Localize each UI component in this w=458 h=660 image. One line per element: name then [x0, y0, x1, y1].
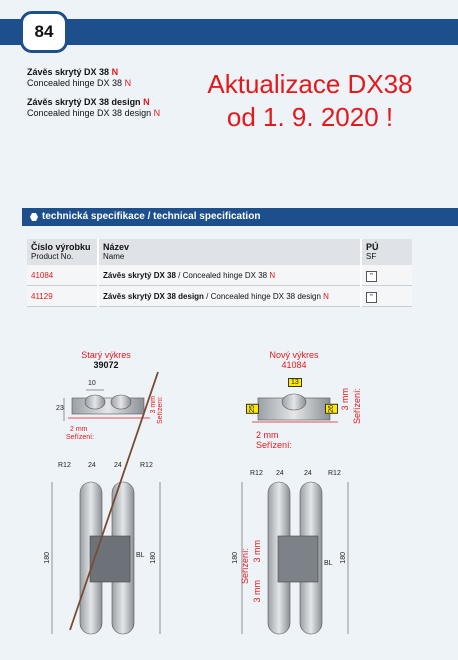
dim-label: R12: [250, 470, 263, 477]
old-hinge-top-view: [64, 390, 150, 421]
col-sf: PÚ SF: [361, 239, 412, 265]
dim-label: 3 mm: [252, 580, 262, 603]
new-drawing-title: Nový výkres 41084: [269, 350, 319, 370]
product-code: 41129: [27, 286, 98, 307]
dim-label: 180: [340, 552, 347, 564]
dim-label: 26: [325, 404, 338, 414]
dim-label: R12: [328, 470, 341, 477]
dim-label: 2 mm: [70, 426, 88, 433]
dim-label: 3 mm: [340, 388, 350, 411]
dim-label: 24: [276, 470, 284, 477]
new-mark: N: [143, 97, 150, 107]
dim-label: R12: [58, 462, 71, 469]
dim-label: 3 mm: [150, 396, 157, 414]
dim-label: 180: [232, 552, 239, 564]
dim-label: Seřízení:: [256, 440, 293, 450]
dim-label: 180: [150, 552, 157, 564]
col-product-no: Číslo výrobku Product No.: [27, 239, 98, 265]
page-number: 84: [34, 22, 54, 41]
old-drawing-title: Starý výkres 39072: [81, 350, 131, 370]
col-name: Název Name: [98, 239, 361, 265]
dim-label: 24: [304, 470, 312, 477]
new-mark: N: [153, 108, 161, 118]
title-line4: Concealed hinge DX 38 design: [27, 108, 154, 118]
dim-label: Seřízení:: [157, 396, 164, 425]
new-mark: N: [111, 67, 119, 77]
package-icon: ▪▪: [366, 271, 377, 282]
dim-label: 180: [44, 552, 51, 564]
product-name: Závěs skrytý DX 38 / Concealed hinge DX 38 N: [98, 265, 361, 286]
dim-label: 24: [88, 462, 96, 469]
new-mark: N: [124, 78, 132, 88]
spec-section-title: technická specifikace / technical specification: [42, 211, 261, 222]
dim-label: 3 mm: [252, 540, 262, 563]
dim-label: Seřízení:: [352, 388, 362, 425]
title-line3: Závěs skrytý DX 38 design: [27, 97, 144, 107]
package-icon: ▪▪: [366, 292, 377, 303]
dim-label: Seřízení:: [240, 548, 250, 585]
product-code: 41084: [27, 265, 98, 286]
dim-label: 25: [246, 404, 259, 414]
dim-label: 2 mm: [256, 430, 279, 440]
dim-label: 10: [88, 380, 96, 387]
update-line2: od 1. 9. 2020 !: [226, 102, 394, 132]
product-name: Závěs skrytý DX 38 design / Concealed hinge DX 38 design N: [98, 286, 361, 307]
dim-label: BL: [136, 552, 145, 559]
title-line2: Concealed hinge DX 38: [27, 78, 125, 88]
dim-label: 13: [288, 378, 302, 387]
dim-label: Seřízení:: [66, 434, 95, 441]
update-line1: Aktualizace DX38: [207, 69, 413, 99]
title-line1: Závěs skrytý DX 38: [27, 67, 112, 77]
dim-label: R12: [140, 462, 153, 469]
dim-label: 24: [114, 462, 122, 469]
dim-label: BL: [324, 560, 333, 567]
dim-label: 23: [56, 405, 64, 412]
